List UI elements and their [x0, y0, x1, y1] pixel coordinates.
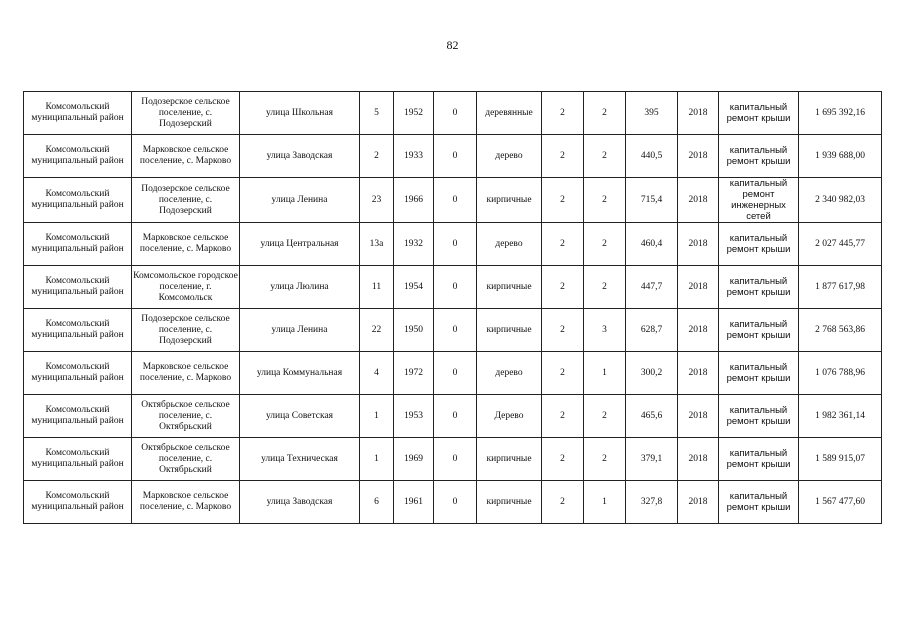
- settlement-cell: Комсомольское городское поселение, г. Комсомольск: [132, 266, 240, 309]
- area-cell: 440,5: [626, 135, 678, 178]
- entrances-cell: 2: [584, 135, 626, 178]
- plan-year-cell: 2018: [678, 438, 719, 481]
- street-cell: улица Ленина: [240, 309, 360, 352]
- zero-value-cell: 0: [434, 395, 477, 438]
- area-cell: 395: [626, 92, 678, 135]
- table-row: [24, 178, 882, 223]
- cost-cell: 1 567 477,60: [799, 481, 882, 524]
- area-cell: 447,7: [626, 266, 678, 309]
- district-cell: Комсомольский муниципальный район: [24, 92, 132, 135]
- zero-value-cell: 0: [434, 92, 477, 135]
- house-number-cell: 1: [360, 438, 394, 481]
- cost-cell: 2 340 982,03: [799, 178, 882, 223]
- wall-material-cell: деревянные: [477, 92, 542, 135]
- plan-year-cell: 2018: [678, 352, 719, 395]
- work-type-cell: капитальный ремонт крыши: [719, 481, 799, 524]
- plan-year-cell: 2018: [678, 178, 719, 223]
- entrances-cell: 1: [584, 481, 626, 524]
- entrances-cell: 3: [584, 309, 626, 352]
- zero-value-cell: 0: [434, 178, 477, 223]
- house-number-cell: 2: [360, 135, 394, 178]
- settlement-cell: Марковское сельское поселение, с. Марково: [132, 481, 240, 524]
- street-cell: улица Школьная: [240, 92, 360, 135]
- settlement-cell: Октябрьское сельское поселение, с. Октябрьский: [132, 395, 240, 438]
- year-built-cell: 1966: [394, 178, 434, 223]
- table-row: [24, 266, 882, 309]
- plan-year-cell: 2018: [678, 135, 719, 178]
- entrances-cell: 2: [584, 223, 626, 266]
- plan-year-cell: 2018: [678, 481, 719, 524]
- settlement-cell: Марковское сельское поселение, с. Марково: [132, 352, 240, 395]
- settlement-cell: Подозерское сельское поселение, с. Подозерский: [132, 309, 240, 352]
- plan-year-cell: 2018: [678, 223, 719, 266]
- wall-material-cell: дерево: [477, 352, 542, 395]
- house-number-cell: 23: [360, 178, 394, 223]
- floors-cell: 2: [542, 92, 584, 135]
- district-cell: Комсомольский муниципальный район: [24, 135, 132, 178]
- floors-cell: 2: [542, 266, 584, 309]
- work-type-cell: капитальный ремонт крыши: [719, 223, 799, 266]
- cost-cell: 1 076 788,96: [799, 352, 882, 395]
- entrances-cell: 2: [584, 178, 626, 223]
- work-type-cell: капитальный ремонт крыши: [719, 395, 799, 438]
- plan-year-cell: 2018: [678, 92, 719, 135]
- table-row: [24, 481, 882, 524]
- work-type-cell: капитальный ремонт крыши: [719, 438, 799, 481]
- wall-material-cell: дерево: [477, 223, 542, 266]
- house-number-cell: 22: [360, 309, 394, 352]
- cost-cell: 2 768 563,86: [799, 309, 882, 352]
- floors-cell: 2: [542, 223, 584, 266]
- year-built-cell: 1952: [394, 92, 434, 135]
- area-cell: 628,7: [626, 309, 678, 352]
- district-cell: Комсомольский муниципальный район: [24, 438, 132, 481]
- zero-value-cell: 0: [434, 135, 477, 178]
- cost-cell: 1 695 392,16: [799, 92, 882, 135]
- street-cell: улица Коммунальная: [240, 352, 360, 395]
- table-row: [24, 395, 882, 438]
- work-type-cell: капитальный ремонт инженерных сетей: [719, 178, 799, 223]
- entrances-cell: 2: [584, 266, 626, 309]
- year-built-cell: 1932: [394, 223, 434, 266]
- entrances-cell: 1: [584, 352, 626, 395]
- zero-value-cell: 0: [434, 266, 477, 309]
- plan-year-cell: 2018: [678, 309, 719, 352]
- year-built-cell: 1933: [394, 135, 434, 178]
- settlement-cell: Марковское сельское поселение, с. Марково: [132, 135, 240, 178]
- table-row: [24, 135, 882, 178]
- district-cell: Комсомольский муниципальный район: [24, 223, 132, 266]
- street-cell: улица Заводская: [240, 135, 360, 178]
- area-cell: 327,8: [626, 481, 678, 524]
- zero-value-cell: 0: [434, 223, 477, 266]
- district-cell: Комсомольский муниципальный район: [24, 352, 132, 395]
- street-cell: улица Центральная: [240, 223, 360, 266]
- page-number: 82: [446, 38, 459, 52]
- floors-cell: 2: [542, 135, 584, 178]
- area-cell: 379,1: [626, 438, 678, 481]
- street-cell: улица Техническая: [240, 438, 360, 481]
- wall-material-cell: кирпичные: [477, 309, 542, 352]
- zero-value-cell: 0: [434, 352, 477, 395]
- table-row: [24, 309, 882, 352]
- house-number-cell: 13а: [360, 223, 394, 266]
- year-built-cell: 1961: [394, 481, 434, 524]
- house-number-cell: 1: [360, 395, 394, 438]
- street-cell: улица Люлина: [240, 266, 360, 309]
- house-number-cell: 6: [360, 481, 394, 524]
- district-cell: Комсомольский муниципальный район: [24, 178, 132, 223]
- area-cell: 715,4: [626, 178, 678, 223]
- floors-cell: 2: [542, 395, 584, 438]
- year-built-cell: 1972: [394, 352, 434, 395]
- work-type-cell: капитальный ремонт крыши: [719, 309, 799, 352]
- plan-year-cell: 2018: [678, 266, 719, 309]
- work-type-cell: капитальный ремонт крыши: [719, 135, 799, 178]
- work-type-cell: капитальный ремонт крыши: [719, 92, 799, 135]
- house-number-cell: 5: [360, 92, 394, 135]
- plan-year-cell: 2018: [678, 395, 719, 438]
- year-built-cell: 1950: [394, 309, 434, 352]
- area-cell: 465,6: [626, 395, 678, 438]
- settlement-cell: Марковское сельское поселение, с. Марково: [132, 223, 240, 266]
- settlement-cell: Октябрьское сельское поселение, с. Октябрьский: [132, 438, 240, 481]
- area-cell: 460,4: [626, 223, 678, 266]
- year-built-cell: 1954: [394, 266, 434, 309]
- zero-value-cell: 0: [434, 438, 477, 481]
- cost-cell: 1 877 617,98: [799, 266, 882, 309]
- area-cell: 300,2: [626, 352, 678, 395]
- settlement-cell: Подозерское сельское поселение, с. Подозерский: [132, 92, 240, 135]
- wall-material-cell: дерево: [477, 135, 542, 178]
- district-cell: Комсомольский муниципальный район: [24, 309, 132, 352]
- table-row: [24, 223, 882, 266]
- table-row: [24, 352, 882, 395]
- wall-material-cell: кирпичные: [477, 266, 542, 309]
- cost-cell: 1 982 361,14: [799, 395, 882, 438]
- street-cell: улица Заводская: [240, 481, 360, 524]
- entrances-cell: 2: [584, 395, 626, 438]
- year-built-cell: 1953: [394, 395, 434, 438]
- entrances-cell: 2: [584, 92, 626, 135]
- district-cell: Комсомольский муниципальный район: [24, 395, 132, 438]
- district-cell: Комсомольский муниципальный район: [24, 266, 132, 309]
- housing-repair-table: [23, 91, 882, 524]
- year-built-cell: 1969: [394, 438, 434, 481]
- settlement-cell: Подозерское сельское поселение, с. Подозерский: [132, 178, 240, 223]
- table-body: [24, 92, 882, 524]
- floors-cell: 2: [542, 481, 584, 524]
- zero-value-cell: 0: [434, 481, 477, 524]
- cost-cell: 2 027 445,77: [799, 223, 882, 266]
- table-row: [24, 438, 882, 481]
- floors-cell: 2: [542, 309, 584, 352]
- street-cell: улица Советская: [240, 395, 360, 438]
- floors-cell: 2: [542, 178, 584, 223]
- house-number-cell: 11: [360, 266, 394, 309]
- wall-material-cell: кирпичные: [477, 438, 542, 481]
- cost-cell: 1 589 915,07: [799, 438, 882, 481]
- house-number-cell: 4: [360, 352, 394, 395]
- zero-value-cell: 0: [434, 309, 477, 352]
- district-cell: Комсомольский муниципальный район: [24, 481, 132, 524]
- street-cell: улица Ленина: [240, 178, 360, 223]
- work-type-cell: капитальный ремонт крыши: [719, 266, 799, 309]
- wall-material-cell: кирпичные: [477, 178, 542, 223]
- entrances-cell: 2: [584, 438, 626, 481]
- floors-cell: 2: [542, 438, 584, 481]
- wall-material-cell: кирпичные: [477, 481, 542, 524]
- work-type-cell: капитальный ремонт крыши: [719, 352, 799, 395]
- cost-cell: 1 939 688,00: [799, 135, 882, 178]
- wall-material-cell: Дерево: [477, 395, 542, 438]
- table-row: [24, 92, 882, 135]
- floors-cell: 2: [542, 352, 584, 395]
